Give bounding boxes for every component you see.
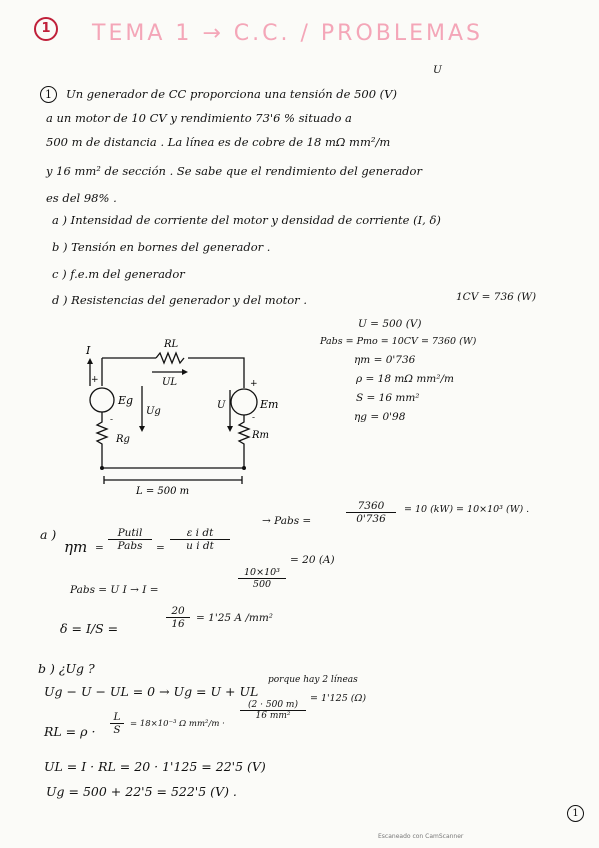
frac-den: Pabs xyxy=(108,539,152,552)
label-ug: Ug xyxy=(146,406,161,417)
frac-num: Putil xyxy=(117,527,143,539)
junction-right xyxy=(242,466,246,470)
problem-number: 1 xyxy=(40,86,57,103)
frac-den: 16 mm² xyxy=(240,710,306,721)
solution-a-label: a ) xyxy=(40,527,57,542)
annotation-u: U xyxy=(433,64,442,76)
frac-den: 0'736 xyxy=(346,512,396,525)
statement-line-5: es del 98% . xyxy=(46,191,117,205)
eta-m-symbol: ηm xyxy=(64,538,88,556)
frac-den: u i dt xyxy=(170,539,230,552)
cv-conversion-note: 1CV = 736 (W) xyxy=(456,291,537,303)
label-ul: UL xyxy=(162,377,178,388)
frac-l-s xyxy=(110,711,124,736)
two-lines-note: porque hay 2 líneas xyxy=(268,675,358,685)
question-a: a ) Intensidad de corriente del motor y densidad de corriente (I, δ) xyxy=(52,213,441,227)
rl-rho-value: = 18×10⁻³ Ω mm²/m · xyxy=(130,719,225,729)
frac-num: 7360 xyxy=(357,500,385,512)
label-plus-gen: + xyxy=(91,375,99,385)
frac-den: 16 xyxy=(166,617,190,630)
resistor-rm xyxy=(239,415,249,468)
label-length: L = 500 m xyxy=(136,486,190,497)
ul-equation: UL = I · RL = 20 · 1'125 = 22'5 (V) xyxy=(44,759,266,774)
label-minus-gen: - xyxy=(110,415,114,425)
frac-length-section xyxy=(240,700,306,721)
frac-energy xyxy=(170,527,230,552)
footer-page-number: 1 xyxy=(567,805,584,822)
rl-result: = 1'125 (Ω) xyxy=(310,693,367,704)
circuit-diagram xyxy=(80,330,300,508)
frac-pabs xyxy=(346,500,396,525)
label-minus-motor: - xyxy=(252,413,256,423)
page-title: TEMA 1 → C.C. / PROBLEMAS xyxy=(92,21,484,46)
frac-putil-pabs xyxy=(108,527,152,552)
delta-equation: δ = I/S = xyxy=(60,621,119,636)
generator-source xyxy=(90,388,114,412)
statement-line-2: a un motor de 10 CV y rendimiento 73'6 % situado a xyxy=(46,111,352,125)
resistor-rl xyxy=(156,353,184,363)
frac-num: 10×10³ xyxy=(244,567,280,578)
data-eta-m: ηm = 0'736 xyxy=(354,354,416,366)
rl-equation-left: RL = ρ · xyxy=(44,724,96,739)
data-pabs: Pabs = Pmo = 10CV = 7360 (W) xyxy=(320,336,477,347)
label-current: I xyxy=(86,344,91,357)
label-rg: Rg xyxy=(116,434,130,445)
frac-num: (2 · 500 m) xyxy=(248,700,298,710)
pabs-equation: → Pabs = xyxy=(262,515,312,527)
delta-result: = 1'25 A /mm² xyxy=(196,612,273,624)
frac-delta xyxy=(166,605,190,630)
pabs-ui-equation: Pabs = U I → I = xyxy=(70,584,159,596)
page-number-badge: 1 xyxy=(34,17,58,41)
pabs-result: = 10 (kW) = 10×10³ (W) . xyxy=(404,504,530,515)
data-u: U = 500 (V) xyxy=(358,318,422,330)
question-c: c ) f.e.m del generador xyxy=(52,267,185,281)
data-section: S = 16 mm² xyxy=(356,392,420,404)
motor-source xyxy=(231,389,257,415)
resistor-rg xyxy=(97,412,107,468)
label-plus-motor: + xyxy=(250,379,258,389)
frac-current xyxy=(238,567,286,590)
scanner-watermark: Escaneado con CamScanner xyxy=(378,833,464,840)
statement-line-4: y 16 mm² de sección . Se sabe que el rendimiento del generador xyxy=(46,164,422,178)
ug-equation: Ug = 500 + 22'5 = 522'5 (V) . xyxy=(46,784,237,799)
label-rl: RL xyxy=(164,339,179,350)
data-eta-g: ηg = 0'98 xyxy=(354,411,406,423)
label-eg: Eg xyxy=(118,394,134,407)
data-rho: ρ = 18 mΩ mm²/m xyxy=(356,373,454,385)
frac-den: 500 xyxy=(238,578,286,590)
frac-num: L xyxy=(113,711,121,723)
frac-num: ε i dt xyxy=(186,527,214,539)
question-d: d ) Resistencias del generador y del motor . xyxy=(52,293,307,307)
junction-left xyxy=(100,466,104,470)
frac-den: S xyxy=(110,723,124,736)
solution-b-label: b ) ¿Ug ? xyxy=(38,661,95,676)
statement-line-3: 500 m de distancia . La línea es de cobre de 18 mΩ mm²/m xyxy=(46,135,391,149)
eq-1: = xyxy=(95,542,104,554)
label-em: Em xyxy=(260,398,279,411)
kirchhoff-equation: Ug − U − UL = 0 → Ug = U + UL xyxy=(44,684,259,699)
current-result: = 20 (A) xyxy=(290,554,335,566)
wire-top-right xyxy=(188,358,244,388)
label-u: U xyxy=(217,400,226,411)
question-b: b ) Tensión en bornes del generador . xyxy=(52,240,271,254)
label-rm: Rm xyxy=(252,430,270,441)
statement-line-1: Un generador de CC proporciona una tensión de 500 (V) xyxy=(66,87,397,101)
frac-num: 20 xyxy=(171,605,185,617)
